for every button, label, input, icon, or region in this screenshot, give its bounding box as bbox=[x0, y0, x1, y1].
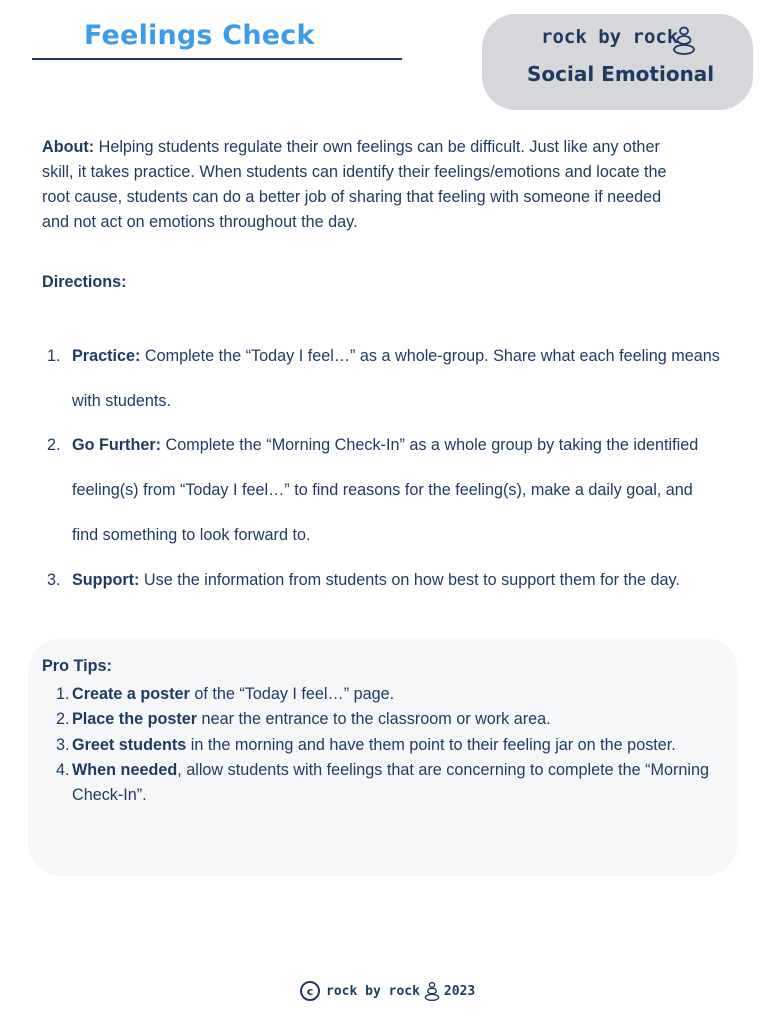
pro-tip-item bbox=[42, 707, 722, 732]
direction-label: Support: bbox=[72, 570, 140, 589]
pro-tip-number: 2. bbox=[56, 710, 70, 729]
direction-item bbox=[42, 334, 722, 423]
pro-tip-text: , allow students with feelings that are concerning to complete the “Morning Check-In”. bbox=[72, 760, 710, 805]
pro-tip-label: Greet students bbox=[72, 735, 187, 754]
page-title: Feelings Check bbox=[84, 20, 315, 51]
brand-subtitle: Social Emotional bbox=[527, 62, 715, 86]
direction-number: 3. bbox=[47, 570, 61, 589]
pro-tip-label: Place the poster bbox=[72, 710, 198, 729]
pro-tip-label: When needed bbox=[72, 760, 178, 779]
pro-tip-label: Create a poster bbox=[72, 685, 190, 703]
brand-name: rock by rock bbox=[541, 26, 679, 48]
copyright-icon: c bbox=[300, 981, 320, 1001]
footer bbox=[300, 980, 475, 1002]
stacked-rocks-icon bbox=[424, 981, 440, 1001]
about-paragraph bbox=[42, 135, 682, 235]
pro-tip-item bbox=[42, 682, 722, 707]
direction-item bbox=[42, 558, 722, 603]
pro-tip-text: of the “Today I feel…” page. bbox=[189, 685, 395, 703]
direction-number: 1. bbox=[47, 347, 61, 365]
direction-item bbox=[42, 423, 722, 557]
pro-tips-list bbox=[42, 682, 722, 808]
pro-tip-text: in the morning and have them point to their feeling jar on the poster. bbox=[186, 735, 676, 754]
about-text: Helping students regulate their own feelings can be difficult. Just like any other skill, it takes practice. When students can identify their feelings/emotions and locate the root cause, students can do a better job of sharing that feeling with someone if needed and not act on emotions throughout the day. bbox=[42, 138, 667, 231]
direction-label: Go Further: bbox=[72, 436, 162, 455]
pro-tip-item bbox=[42, 733, 722, 758]
pro-tip-item bbox=[42, 758, 722, 809]
directions-list bbox=[42, 334, 722, 602]
stacked-rocks-icon bbox=[672, 25, 696, 55]
direction-label: Practice: bbox=[72, 347, 141, 365]
pro-tip-number: 3. bbox=[56, 735, 70, 754]
footer-year: 2023 bbox=[443, 983, 476, 999]
pro-tips-heading: Pro Tips: bbox=[42, 657, 112, 675]
pro-tip-text: near the entrance to the classroom or work area. bbox=[197, 710, 551, 729]
direction-text: Use the information from students on how best to support them for the day. bbox=[139, 570, 680, 589]
direction-text: Complete the “Morning Check-In” as a whole group by taking the identified feeling(s) from “Today I feel…” to find reasons for the feeling(s), make a daily goal, and find something to look forward to. bbox=[72, 436, 699, 544]
title-underline bbox=[32, 58, 402, 60]
footer-brand-name: rock by rock bbox=[326, 983, 420, 999]
about-label: About: bbox=[42, 138, 95, 156]
direction-text: Complete the “Today I feel…” as a whole-group. Share what each feeling means with students. bbox=[72, 347, 720, 410]
direction-number: 2. bbox=[47, 436, 61, 455]
pro-tip-number: 1. bbox=[56, 685, 70, 703]
directions-heading: Directions: bbox=[42, 273, 127, 291]
pro-tip-number: 4. bbox=[56, 760, 70, 779]
